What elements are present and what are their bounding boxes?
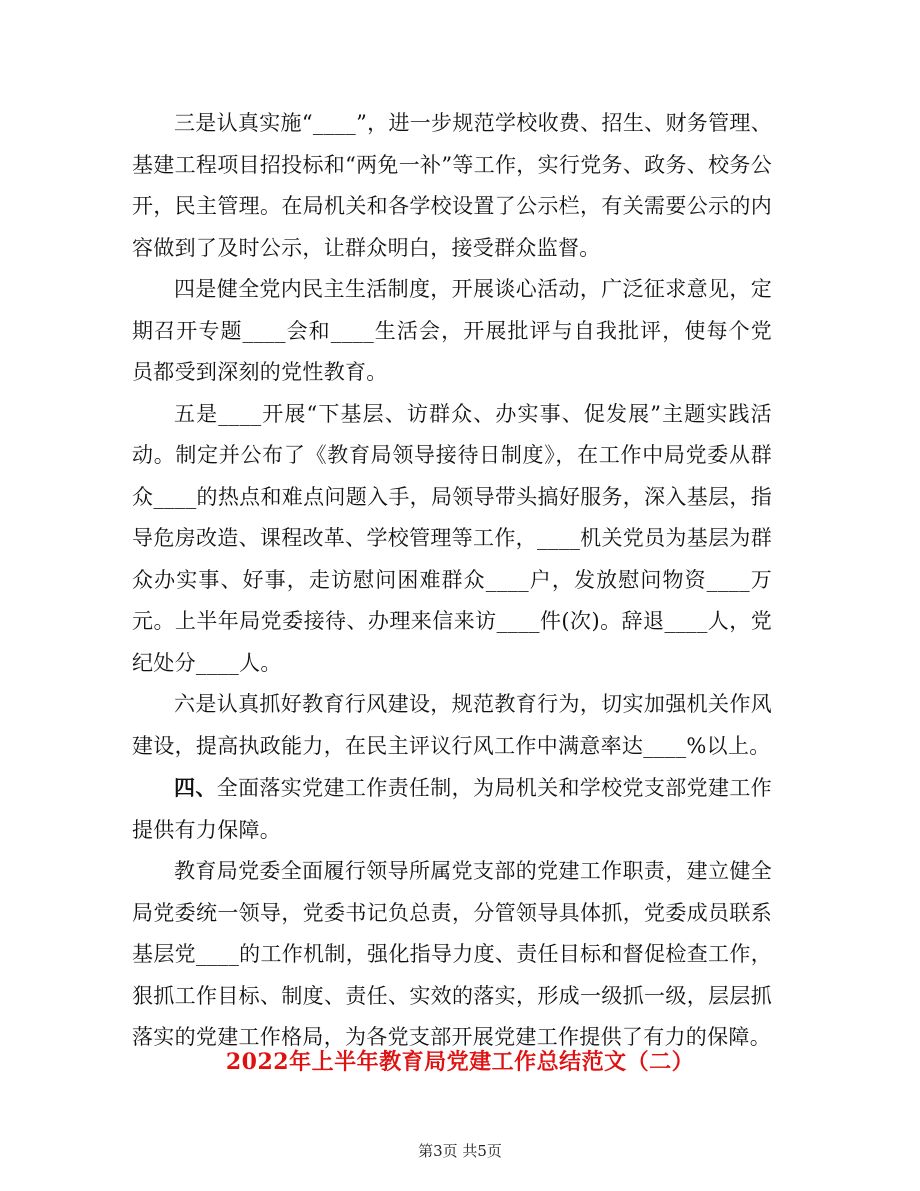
paragraph-four: 四是健全党内民主生活制度，开展谈心活动，广泛征求意见，定期召开专题____会和____生活会，开展批评与自我批评，使每个党员都受到深刻的党性教育。 [132, 277, 772, 384]
next-document-title: 2022年上半年教育局党建工作总结范文（二） [225, 1049, 695, 1075]
page-number-footer: 第3页 共5页 [418, 1142, 502, 1160]
section-four-heading [132, 767, 772, 851]
document-body [132, 103, 772, 1059]
section-four-number: 四、 [174, 775, 217, 800]
closing-paragraph: 教育局党委全面履行领导所属党支部的党建工作职责，建立健全局党委统一领导，党委书记负总责，分管领导具体抓，党委成员联系基层党____的工作机制，强化指导力度、责任目标和督促检查工作，狠抓工作目标、制度、责任、实效的落实，形成一级抓一级，层层抓落实的党建工作格局，为各党支部开展党建工作提供了有力的保障。 [132, 859, 772, 1049]
paragraph-five: 五是____开展“下基层、访群众、办实事、促发展”主题实践活动。制定并公布了《教育局领导接待日制度》，在工作中局党委从群众____的热点和难点问题入手，局领导带头搞好服务，深入基层，指导危房改造、课程改革、学校管理等工作，____机关党员为基层为群众办实事、好事，走访慰问困难群众____户，发放慰问物资____万元。上半年局党委接待、办理来信来访____件(次)。辞退____人，党纪处分____人。 [132, 401, 772, 675]
paragraph-six: 六是认真抓好教育行风建设，规范教育行为，切实加强机关作风建设，提高执政能力，在民主评议行风工作中满意率达____%以上。 [132, 692, 772, 758]
paragraph-three: 三是认真实施“____”，进一步规范学校收费、招生、财务管理、基建工程项目招投标和“两免一补”等工作，实行党务、政务、校务公开，民主管理。在局机关和各学校设置了公示栏，有关需要公示的内容做到了及时公示，让群众明白，接受群众监督。 [132, 111, 772, 260]
section-four-text: 全面落实党建工作责任制，为局机关和学校党支部党建工作提供有力保障。 [132, 776, 772, 842]
